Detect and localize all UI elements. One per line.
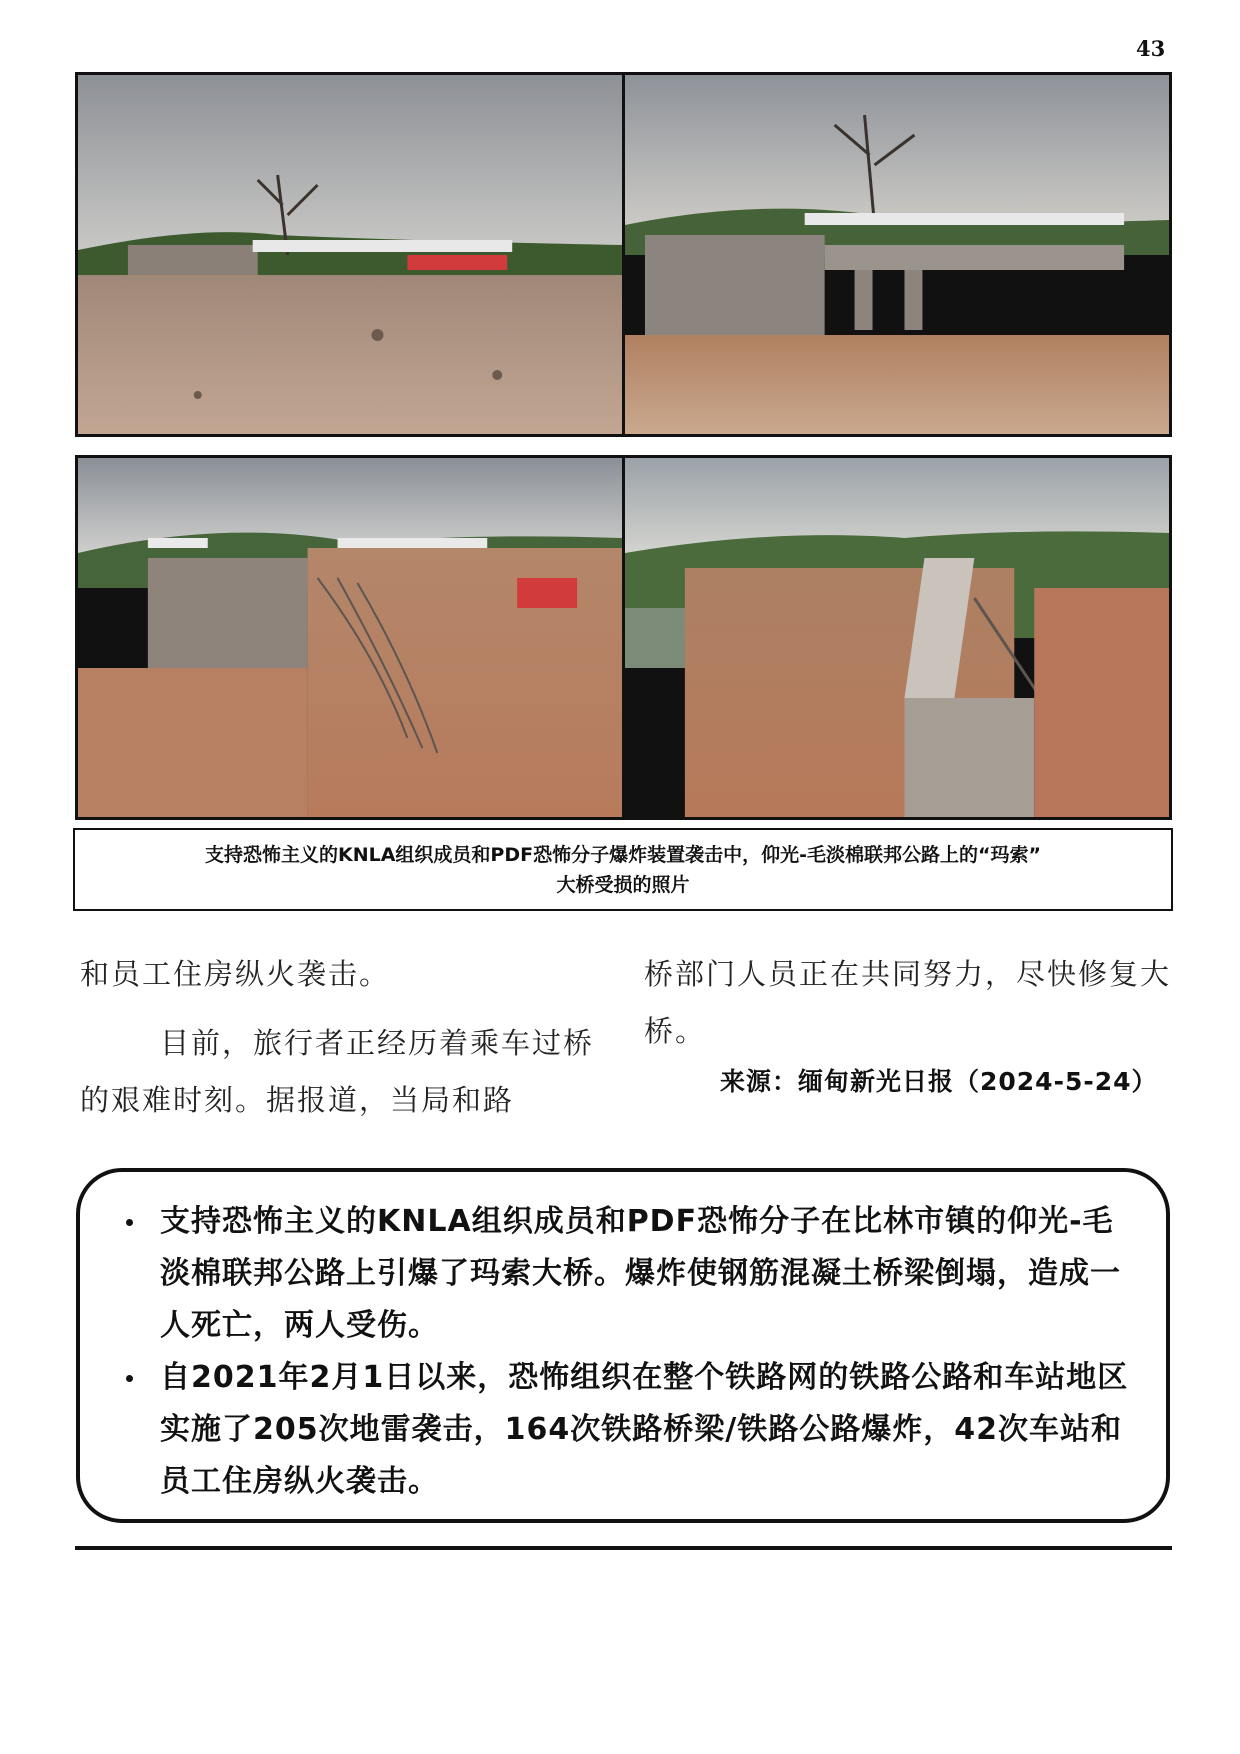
page-number: 43 xyxy=(1136,36,1166,61)
bridge-photo-1 xyxy=(78,75,622,434)
summary-box xyxy=(76,1168,1170,1523)
bridge-photo-4 xyxy=(625,458,1169,817)
source-citation: 来源：缅甸新光日报（2024-5-24） xyxy=(720,1067,1158,1096)
body-paragraph-3: 桥部门人员正在共同努力，尽快修复大桥。 xyxy=(644,957,1172,1048)
footer-divider xyxy=(75,1546,1172,1550)
bullet-icon xyxy=(126,1375,133,1382)
caption-line-2: 大桥受损的照片 xyxy=(556,874,690,896)
bullet-icon xyxy=(126,1219,133,1226)
summary-item-text: 支持恐怖主义的KNLA组织成员和PDF恐怖分子在比林市镇的仰光-毛淡棉联邦公路上引爆了玛索大桥。爆炸使钢筋混凝土桥梁倒塌，造成一人死亡，两人受伤。 xyxy=(160,1204,1121,1343)
bridge-photo-2 xyxy=(625,75,1169,434)
body-paragraph-1: 和员工住房纵火袭击。 xyxy=(80,957,391,991)
photo-grid xyxy=(75,72,1172,825)
summary-item-text: 自2021年2月1日以来，恐怖组织在整个铁路网的铁路公路和车站地区实施了205次地雷袭击，164次铁路桥梁/铁路公路爆炸，42次车站和员工住房纵火袭击。 xyxy=(160,1360,1129,1499)
photo-row-bottom xyxy=(75,455,1172,820)
photo-row-top xyxy=(75,72,1172,437)
summary-item xyxy=(136,1196,1138,1352)
bridge-photo-3 xyxy=(78,458,622,817)
caption-line-1: 支持恐怖主义的KNLA组织成员和PDF恐怖分子爆炸装置袭击中，仰光-毛淡棉联邦公路上的“玛索” xyxy=(205,844,1041,866)
summary-item xyxy=(136,1352,1138,1508)
body-column-left xyxy=(80,946,615,1129)
photo-caption xyxy=(73,828,1173,911)
summary-list xyxy=(136,1196,1138,1508)
body-paragraph-2: 目前，旅行者正经历着乘车过桥的艰难时刻。据报道，当局和路 xyxy=(80,1026,595,1117)
body-column-right xyxy=(644,946,1174,1060)
